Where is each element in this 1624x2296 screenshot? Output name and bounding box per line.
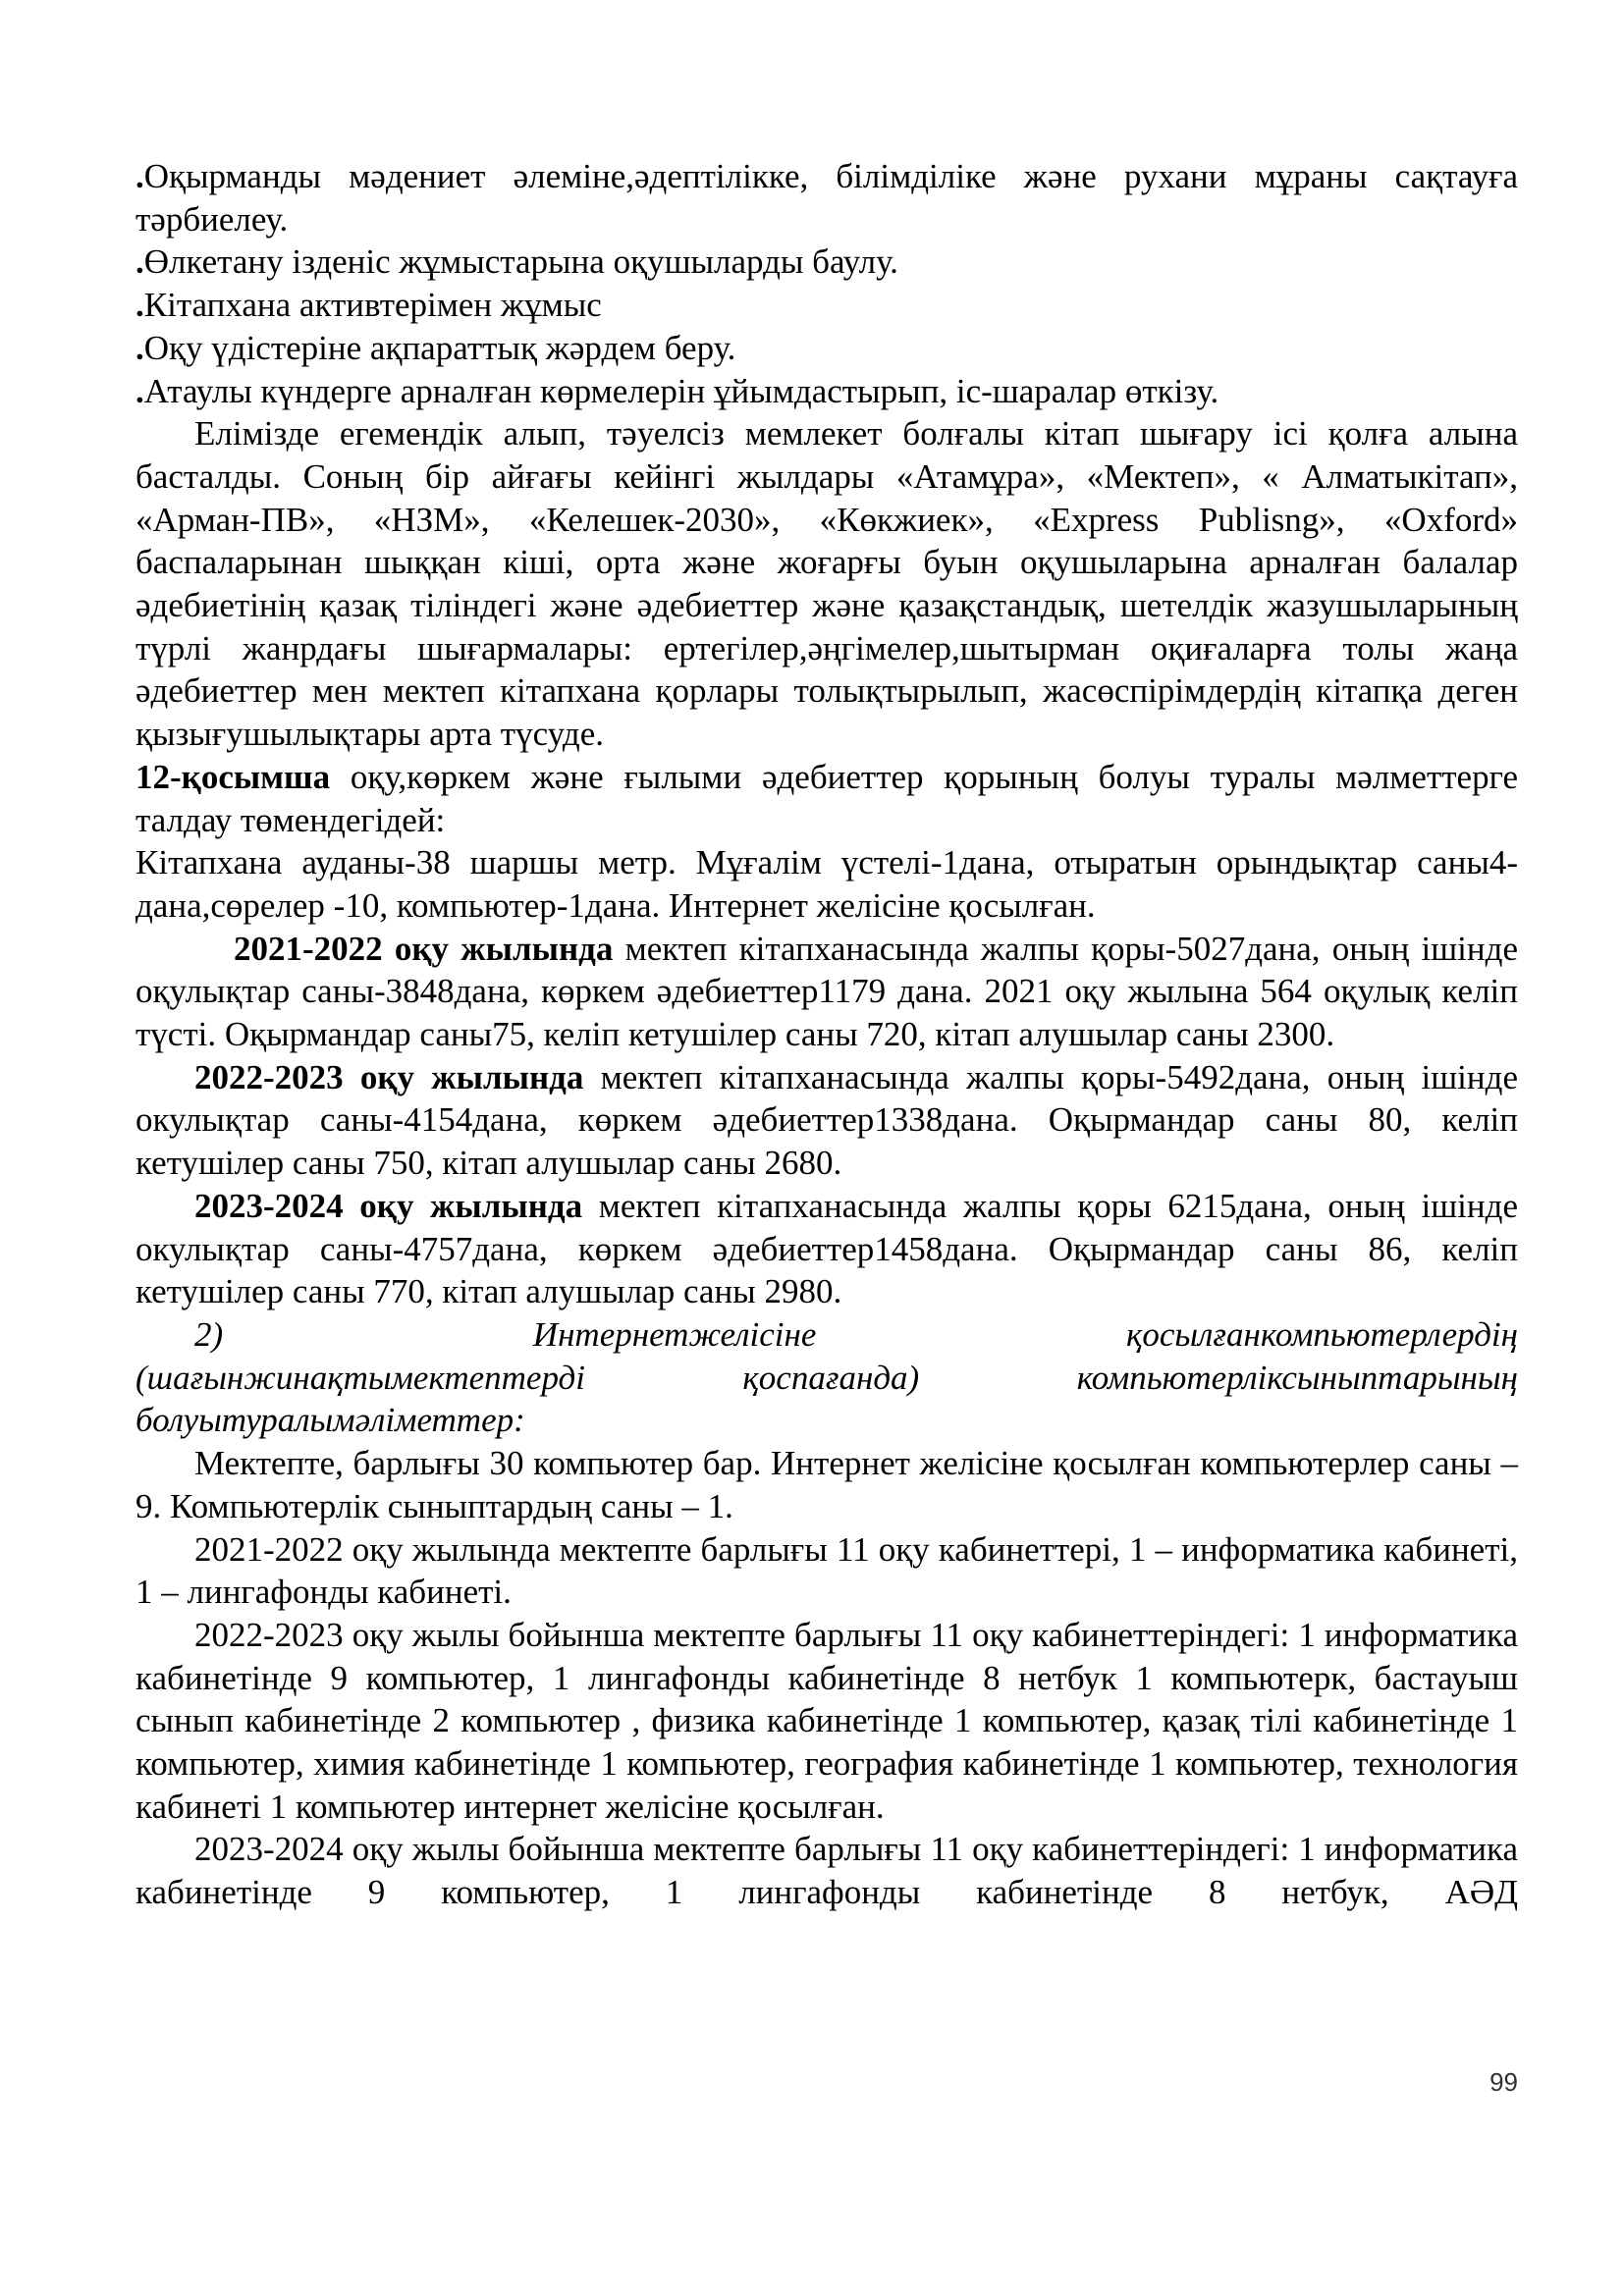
bullet-text: Атаулы күндерге арналған көрмелерін ұйымдастырып, іс-шаралар өткізу.	[143, 371, 1219, 410]
year-heading: 2021-2022 оқу жылында	[234, 929, 614, 968]
year-heading: 2023-2024 оқу жылында	[194, 1186, 583, 1225]
bullet-mark: .	[135, 328, 144, 367]
bullet-item	[135, 327, 1518, 370]
bullet-text: Кітапхана активтерімен жұмыс	[143, 286, 602, 325]
bullet-text: Өлкетану ізденіс жұмыстарына оқушыларды баулу.	[143, 242, 898, 282]
year-text: мектеп кітапханасында жалпы қоры 6215дана, оның ішінде окулықтар саны-4757дана, көркем әдебиеттер1458дана. Оқырмандар саны 86, келіп кетушілер саны 770, кітап алушылар саны 2980.	[135, 1186, 1518, 1311]
appendix-text: оқу,көркем және ғылыми әдебиеттер қорының болуы туралы мәлметтерге талдау төмендегідей:	[135, 757, 1518, 839]
bullet-mark: .	[135, 371, 144, 410]
section-2-heading-line: болуытуралымәліметтер:	[135, 1401, 525, 1440]
section-2-heading-line: 2) Интернетжелісіне қосылғанкомпьютерлердің	[194, 1314, 1518, 1354]
bullet-mark: .	[135, 157, 144, 195]
section-2-heading	[135, 1313, 1518, 1442]
cabinets-2022-paragraph: 2022-2023 оқу жылы бойынша мектепте барлығы 11 оқу кабинеттеріндегі: 1 информатика кабинетінде 9 компьютер, 1 лингафонды кабинетінде 8 нетбук 1 компьютерк, бастауыш сынып кабинетінде 2 компьютер , физика кабинетінде 1 компьютер, қазақ тілі кабинетінде 1 компьютер, химия кабинетінде 1 компьютер, география кабинетінде 1 компьютер, технология кабинеті 1 компьютер интернет желісіне қосылған.	[135, 1615, 1518, 1826]
bullet-mark: .	[135, 286, 144, 325]
year-paragraph-2022	[135, 1056, 1518, 1185]
bullet-text: Оқу үдістеріне ақпараттық жәрдем беру.	[143, 328, 736, 367]
section-2-heading-line: (шағынжинақтымектептерді қоспағанда) компьютерліксыныптарының	[135, 1358, 1518, 1397]
bullet-item	[135, 240, 1518, 284]
computers-paragraph: Мектепте, барлығы 30 компьютер бар. Интернет желісіне қосылған компьютерлер саны – 9. Компьютерлік сыныптардың саны – 1.	[135, 1444, 1518, 1525]
year-paragraph-2021	[135, 928, 1518, 1056]
bullet-item	[135, 370, 1518, 413]
year-text: мектеп кітапханасында жалпы қоры-5027дана, оның ішінде оқулықтар саны-3848дана, көркем әдебиеттер1179 дана. 2021 оқу жылына 564 оқулық келіп түсті. Оқырмандар саны75, келіп кетушілер саны 720, кітап алушылар саны 2300.	[135, 929, 1518, 1054]
year-heading: 2022-2023 оқу жылында	[194, 1057, 584, 1096]
page-number: 99	[1489, 2067, 1518, 2097]
year-text: мектеп кітапханасында жалпы қоры-5492дана, оның ішінде окулықтар саны-4154дана, көркем әдебиеттер1338дана. Оқырмандар саны 80, келіп кетушілер саны 750, кітап алушылар саны 2680.	[135, 1057, 1518, 1183]
appendix-paragraph	[135, 756, 1518, 841]
library-info-paragraph: Кітапхана ауданы-38 шаршы метр. Мұғалім үстелі-1дана, отыратын орындықтар саны4- дана,сөрелер -10, компьютер-1дана. Интернет желісіне қосылған.	[135, 843, 1518, 925]
bullet-item	[135, 284, 1518, 327]
page-body	[135, 155, 1518, 1914]
year-paragraph-2023	[135, 1185, 1518, 1313]
cabinets-2021-paragraph: 2021-2022 оқу жылында мектепте барлығы 11 оқу кабинеттері, 1 – информатика кабинеті, 1 – лингафонды кабинеті.	[135, 1529, 1518, 1612]
bullet-mark: .	[135, 242, 144, 282]
bullet-text: Оқырманды мәдениет әлеміне,әдептілікке, білімділіке және рухани мұраны сақтауға тәрбиелеу.	[135, 157, 1518, 239]
bullet-item	[135, 155, 1518, 240]
appendix-label: 12-қосымша	[135, 757, 331, 796]
cabinets-2023-paragraph: 2023-2024 оқу жылы бойынша мектепте барлығы 11 оқу кабинеттеріндегі: 1 информатика кабинетінде 9 компьютер, 1 лингафонды кабинетінде 8 нетбук, АӘД	[135, 1830, 1518, 1912]
intro-paragraph: Елімізде егемендік алып, тәуелсіз мемлекет болғалы кітап шығару ісі қолға алына басталды. Соның бір айғағы кейінгі жылдары «Атамұра», «Мектеп», « Алматыкітап», «Арман-ПВ», «НЗМ», «Келешек-2030», «Көкжиек», «Express Publisng», «Oxford» баспаларынан шыққан кіші, орта және жоғарғы буын оқушыларына арналған балалар әдебиетінің қазақ тіліндегі және әдебиеттер және қазақстандық, шетелдік жазушыларының түрлі жанрдағы шығармалары: ертегілер,әңгімелер,шытырман оқиғаларға толы жаңа әдебиеттер мен мектеп кітапхана қорлары толықтырылып, жасөспірімдердің кітапқа деген қызығушылықтары арта түсуде.	[135, 414, 1518, 754]
